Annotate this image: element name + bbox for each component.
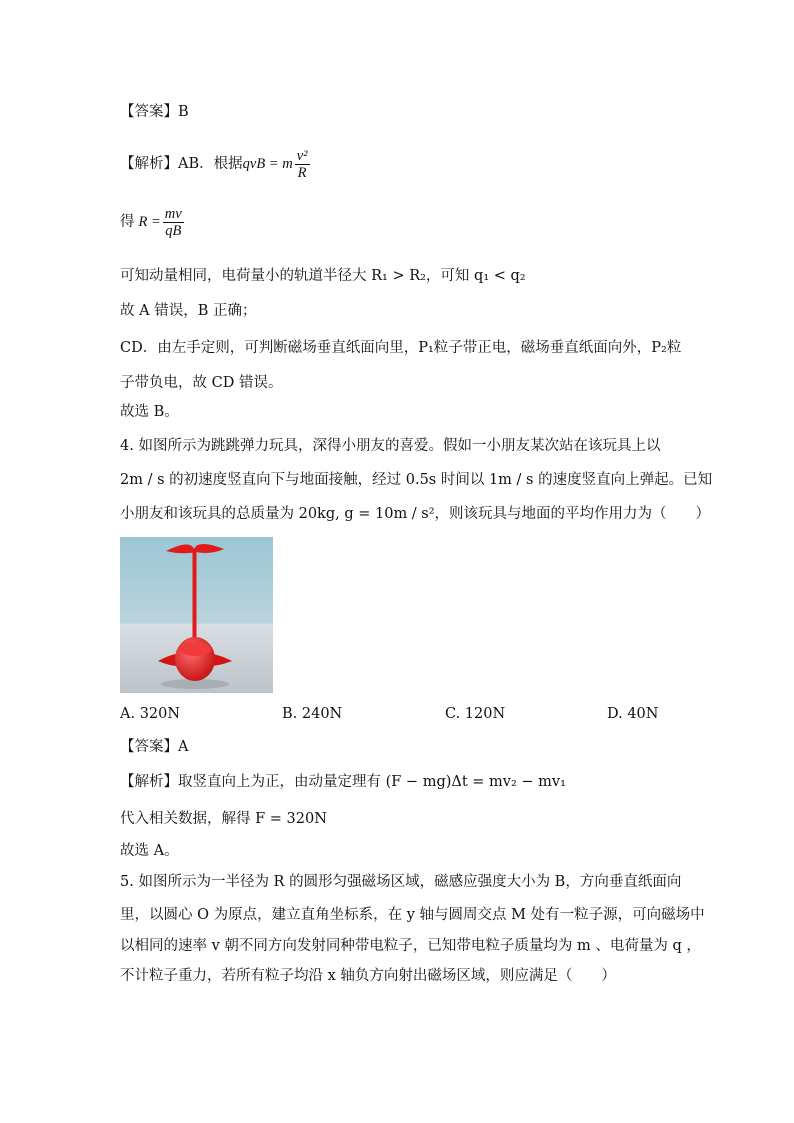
q3-get-prefix: 得 [120,214,135,230]
formula2-lhs: R = [138,214,161,230]
formula2-fraction [163,206,184,239]
q5-stem-line-2: 里，以圆心 O 为原点，建立直角坐标系，在 y 轴与圆周交点 M 处有一粒子源，可向磁场中 [120,907,705,923]
q3-analysis-prefix: 【解析】AB．根据 [120,156,243,172]
formula2-numerator: mv [164,205,182,222]
q4-option-c[interactable]: C. 120N [445,706,506,722]
q3-analysis-formula [120,146,312,182]
q4-stem-line-1: 4. 如图所示为跳跳弹力玩具，深得小朋友的喜爱。假如一小朋友某次站在该玩具上以 [120,438,661,454]
formula1-lhs: qvB = m [242,156,293,172]
q5-stem-line-1: 5. 如图所示为一半径为 R 的圆形匀强磁场区域，磁感应强度大小为 B，方向垂直纸面向 [120,874,682,890]
q4-choose: 故选 A。 [120,843,179,859]
q3-choose: 故选 B。 [120,404,179,420]
pogo-toy-image [120,537,273,693]
pogo-toy-icon [120,537,273,693]
q4-option-b[interactable]: B. 240N [282,706,343,722]
q4-options [120,706,680,726]
q4-substitute: 代入相关数据，解得 F = 320N [120,811,327,827]
q4-stem-line-3: 小朋友和该玩具的总质量为 20kg, g = 10m / s²，则该玩具与地面的平均作用力为（ ） [120,506,711,522]
q5-stem-line-4: 不计粒子重力，若所有粒子均沿 x 轴负方向射出磁场区域，则应满足（ ） [120,968,616,984]
formula2-denominator: qB [165,222,182,239]
formula1-fraction [295,148,310,181]
q5-stem-line-3: 以相同的速率 v 朝不同方向发射同种带电粒子，已知带电粒子质量均为 m 、电荷量为 q ， [120,938,701,954]
q4-option-a[interactable]: A. 320N [120,706,181,722]
q4-stem-line-2: 2m / s 的初速度竖直向下与地面接触，经过 0.5s 时间以 1m / s 的速度竖直向上弹起。已知 [120,472,713,488]
q3-cd-line-2: 子带负电，故 CD 错误。 [120,375,283,391]
formula1-numerator: v² [296,147,308,164]
q4-answer: 【答案】A [120,739,189,755]
q3-radius-formula [120,204,186,240]
q3-momentum-line: 可知动量相同，电荷量小的轨道半径大 R₁ > R₂，可知 q₁ < q₂ [120,268,526,284]
formula1-denominator: R [297,164,307,181]
q4-analysis: 【解析】取竖直向上为正，由动量定理有 (F − mg)Δt = mv₂ − mv₁ [120,774,566,790]
q3-cd-line-1: CD．由左手定则，可判断磁场垂直纸面向里，P₁粒子带正电，磁场垂直纸面向外，P₂粒 [120,340,682,356]
q3-ab-line: 故 A 错误，B 正确； [120,303,257,319]
q3-answer: 【答案】B [120,104,189,120]
q4-option-d[interactable]: D. 40N [607,706,659,722]
